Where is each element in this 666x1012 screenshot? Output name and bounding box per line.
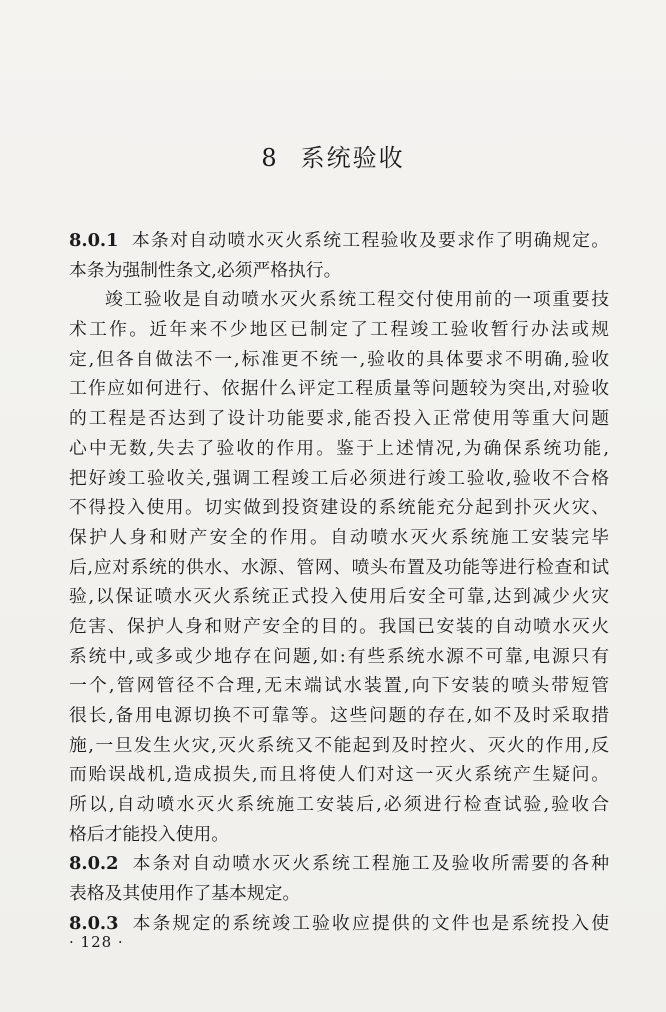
body-text: [69, 226, 609, 939]
text-line: [69, 671, 609, 701]
line-text: 所以,自动喷水灭火系统施工安装后,必须进行检查试验,验收合: [69, 794, 609, 816]
page-number: · 128 ·: [69, 933, 124, 951]
text-line: [69, 820, 609, 850]
line-text: 本条对自动喷水灭火系统工程施工及验收所需要的各种: [130, 853, 609, 875]
text-line: [69, 404, 609, 434]
line-text: 格后才能投入使用。: [69, 823, 230, 845]
text-line: [69, 315, 609, 345]
clause-number: 8.0.1: [69, 230, 119, 251]
text-line: [69, 523, 609, 553]
line-text: 不得投入使用。切实做到投资建设的系统能充分起到扑灭火灾、: [69, 497, 609, 519]
text-line: [69, 434, 609, 464]
text-line: [69, 612, 609, 642]
text-line: [69, 226, 609, 256]
chapter-title: 系统验收: [300, 144, 405, 172]
text-line: [69, 760, 609, 790]
line-text: 本条规定的系统竣工验收应提供的文件也是系统投入使: [130, 912, 609, 934]
line-text: 验,以保证喷水灭火系统正式投入使用后安全可靠,达到减少火灾: [69, 586, 609, 608]
text-line: [69, 849, 609, 879]
line-text: 本条为强制性条文,必须严格执行。: [69, 259, 342, 281]
text-line: [69, 701, 609, 731]
line-text: 很长,备用电源切换不可靠等。这些问题的存在,如不及时采取措: [69, 705, 609, 726]
text-line: [69, 642, 609, 672]
line-text: 施,一旦发生火灾,灭火系统又不能起到及时控火、灭火的作用,反: [69, 734, 609, 756]
text-line: [69, 464, 609, 494]
line-text: 而贻误战机,造成损失,而且将使人们对这一灭火系统产生疑问。: [69, 764, 609, 786]
line-text: 危害、保护人身和财产安全的目的。我国已安装的自动喷水灭火: [69, 615, 609, 637]
line-text: 术工作。近年来不少地区已制定了工程竣工验收暂行办法或规: [69, 319, 609, 341]
text-line: [69, 345, 609, 375]
text-line: [69, 256, 609, 286]
text-line: [69, 582, 609, 612]
line-text: 定,但各自做法不一,标准更不统一,验收的具体要求不明确,验收: [69, 348, 609, 370]
text-line: [69, 374, 609, 404]
line-text: 保护人身和财产安全的作用。自动喷水灭火系统施工安装完毕: [69, 526, 609, 548]
text-line: [69, 909, 609, 939]
text-line: [69, 879, 609, 909]
text-line: [69, 790, 609, 820]
line-text: 表格及其使用作了基本规定。: [69, 883, 301, 905]
text-line: [69, 731, 609, 761]
line-text: 竣工验收是自动喷水灭火系统工程交付使用前的一项重要技: [105, 289, 609, 311]
chapter-heading: [0, 144, 666, 172]
clause-number: 8.0.2: [69, 853, 119, 875]
clause-number: 8.0.3: [69, 912, 119, 934]
text-line: [69, 553, 609, 583]
chapter-number: 8: [261, 144, 279, 172]
line-text: 的工程是否达到了设计功能要求,能否投入正常使用等重大问题: [69, 408, 609, 430]
line-text: 后,应对系统的供水、水源、管网、喷头布置及功能等进行检查和试: [69, 556, 609, 578]
line-text: 把好竣工验收关,强调工程竣工后必须进行竣工验收,验收不合格: [69, 467, 609, 489]
line-text: 心中无数,失去了验收的作用。鉴于上述情况,为确保系统功能,: [69, 437, 609, 459]
text-line: [69, 493, 609, 523]
line-text: 工作应如何进行、依据什么评定工程质量等问题较为突出,对验收: [69, 378, 609, 400]
line-text: 一个,管网管径不合理,无末端试水装置,向下安装的喷头带短管: [69, 675, 609, 697]
text-line: [69, 285, 609, 315]
line-text: 系统中,或多或少地存在问题,如:有些系统水源不可靠,电源只有: [69, 645, 609, 667]
line-text: 本条对自动喷水灭火系统工程验收及要求作了明确规定。: [130, 230, 609, 251]
